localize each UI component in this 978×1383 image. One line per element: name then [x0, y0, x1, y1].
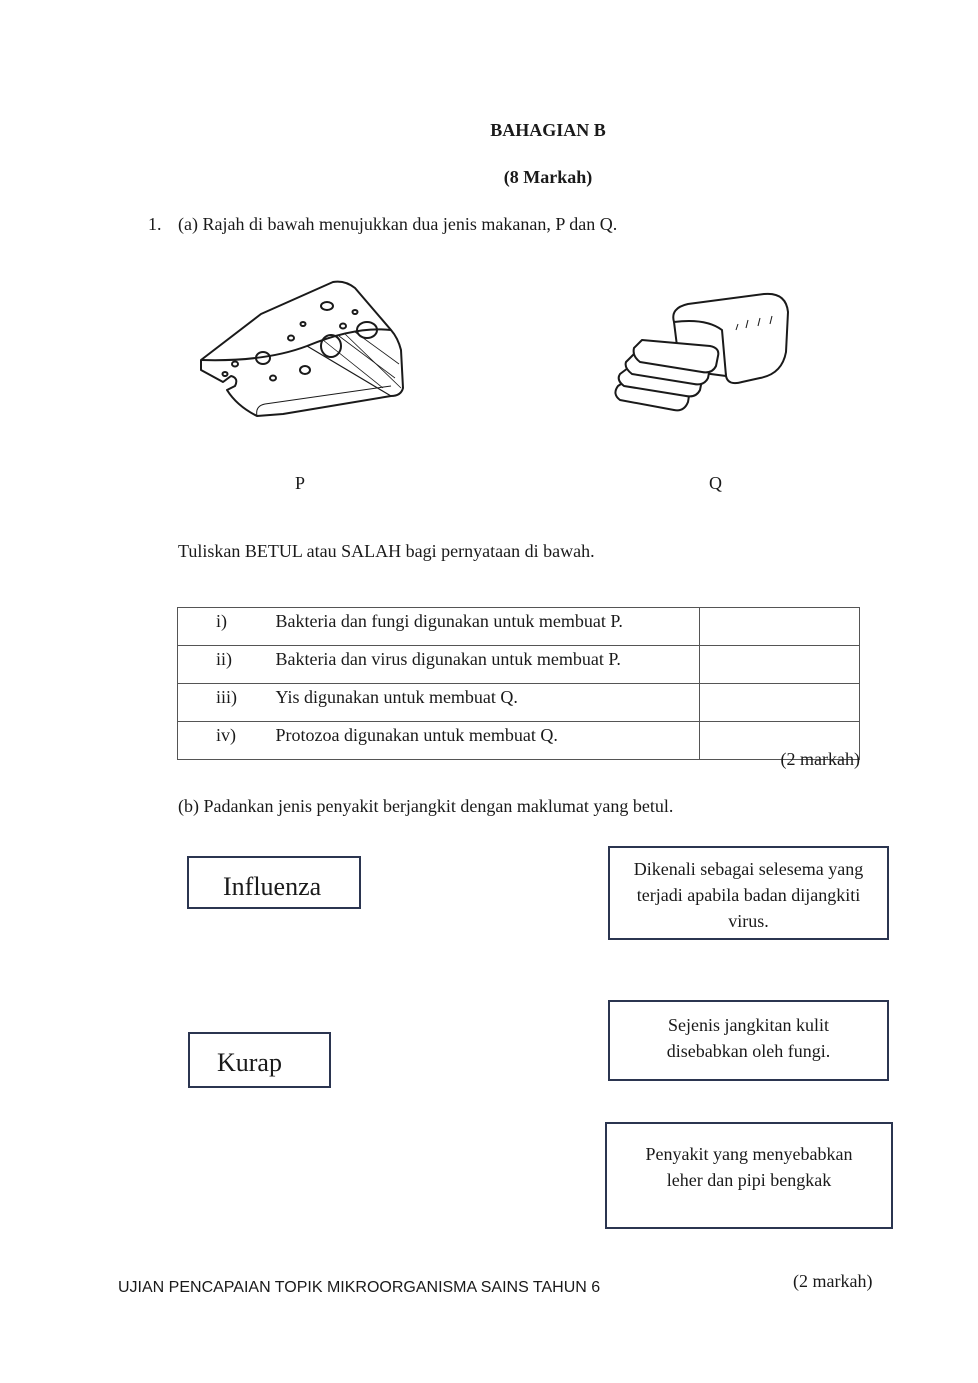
statement-number: iii)	[178, 684, 276, 722]
statement-number: iv)	[178, 722, 276, 760]
table-row	[178, 722, 860, 760]
answer-cell[interactable]	[700, 684, 860, 722]
question-part-a-text: (a) Rajah di bawah menujukkan dua jenis makanan, P dan Q.	[178, 214, 618, 234]
answer-cell[interactable]	[700, 646, 860, 684]
description-text: Dikenali sebagai selesema yang terjadi apabila badan dijangkiti virus.	[633, 859, 864, 931]
section-title: BAHAGIAN B	[490, 120, 606, 140]
question-part-b-text: (b) Padankan jenis penyakit berjangkit dengan maklumat yang betul.	[178, 796, 674, 816]
statement-text: Bakteria dan fungi digunakan untuk membuat P.	[275, 608, 699, 646]
description-text: Sejenis jangkitan kulit disebabkan oleh fungi.	[666, 1015, 831, 1061]
table-row	[178, 684, 860, 722]
image-label-p: P	[295, 473, 306, 493]
cheese-icon	[195, 278, 407, 420]
instruction-text: Tuliskan BETUL atau SALAH bagi pernyataan di bawah.	[178, 541, 595, 561]
description-box-3[interactable]	[605, 1122, 893, 1229]
true-false-table	[177, 607, 860, 760]
answer-cell[interactable]	[700, 608, 860, 646]
page-footer: UJIAN PENCAPAIAN TOPIK MIKROORGANISMA SAINS TAHUN 6	[118, 1279, 601, 1296]
part-a-marks: (2 markah)	[780, 749, 860, 769]
disease-label: Kurap	[217, 1048, 282, 1077]
disease-box-kurap[interactable]	[188, 1032, 331, 1088]
image-label-q: Q	[709, 473, 722, 493]
statement-text: Yis digunakan untuk membuat Q.	[275, 684, 699, 722]
bread-icon	[610, 290, 792, 416]
section-marks: (8 Markah)	[503, 167, 593, 187]
question-number: 1.	[148, 214, 162, 234]
table-row	[178, 608, 860, 646]
description-box-1[interactable]	[608, 846, 889, 940]
table-row	[178, 646, 860, 684]
disease-box-influenza[interactable]	[187, 856, 361, 909]
description-box-2[interactable]	[608, 1000, 889, 1081]
statement-number: i)	[178, 608, 276, 646]
disease-label: Influenza	[223, 872, 322, 901]
statement-text: Bakteria dan virus digunakan untuk membuat P.	[275, 646, 699, 684]
part-b-marks: (2 markah)	[793, 1271, 873, 1291]
description-text: Penyakit yang menyebabkan leher dan pipi bengkak	[645, 1144, 853, 1190]
statement-number: ii)	[178, 646, 276, 684]
statement-text: Protozoa digunakan untuk membuat Q.	[275, 722, 699, 760]
